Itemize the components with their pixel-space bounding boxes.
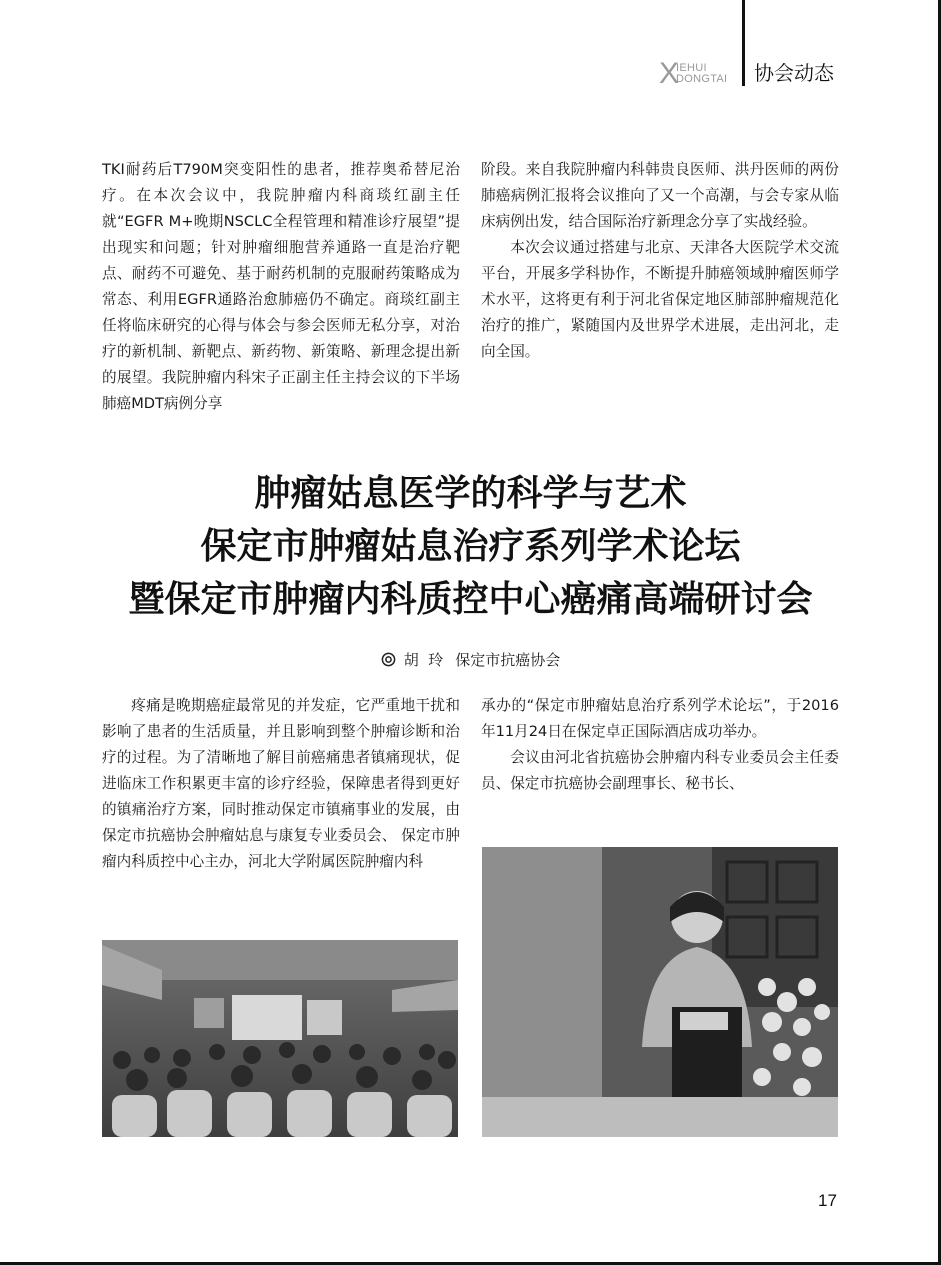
paragraph: 会议由河北省抗癌协会肿瘤内科专业委员会主任委员、保定市抗癌协会副理事长、秘书长、 [481,749,839,792]
logo-bottom-text: DONGTAI [676,73,728,85]
speaker-at-podium-photo [482,847,838,1137]
paragraph: 阶段。来自我院肿瘤内科韩贵良医师、洪丹医师的两份肺癌病例汇报将会议推向了又一个高潮，与会专家从临床病例出发，结合国际治疗新理念分享了实战经验。 [481,161,839,230]
article-title-line-2: 保定市肿瘤姑息治疗系列学术论坛 [200,525,741,567]
paragraph: TKI耐药后T790M突变阳性的患者，推荐奥希替尼治疗。在本次会议中，我院肿瘤内科商琰红副主任就“EGFR M+晚期NSCLC全程管理和精准诊疗展望”提出现实和问题；针对肿瘤细胞营养通路一直是治疗靶点、耐药不可避免、基于耐药机制的克服耐药策略成为常态、利用EGFR通路治愈肺癌仍不确定。商琰红副主任将临床研究的心得与体会与参会医师无私分享，对治疗的新机制、新靶点、新药物、新策略、新理念提出新的展望。我院肿瘤内科宋子正副主任主持会议的下半场肺癌MDT病例分享 [102,161,460,412]
section-logo [659,58,737,88]
logo-letter: X [659,57,680,90]
author-name: 胡 玲 [403,651,444,669]
bullseye-icon [381,652,396,667]
byline [0,649,941,671]
logo-top-text: IEHUI [676,62,707,74]
conference-hall-illustration [102,940,458,1137]
speaker-illustration [482,847,838,1137]
article-right-column [481,693,839,797]
paragraph: 本次会议通过搭建与北京、天津各大医院学术交流平台，开展多学科协作，不断提升肺癌领域肿瘤医师学术水平，这将更有利于河北省保定地区肺部肿瘤规范化治疗的推广，紧随国内及世界学术进展，走出河北，走向全国。 [481,239,839,360]
page-number: 17 [818,1191,837,1210]
article-title-line-3: 暨保定市肿瘤内科质控中心癌痛高端研讨会 [128,578,813,620]
top-right-column [481,157,839,365]
section-title: 协会动态 [754,61,834,85]
top-left-column [102,157,460,417]
header-divider [742,0,745,86]
article-left-column [102,693,460,875]
author-affiliation: 保定市抗癌协会 [455,651,561,669]
paragraph: 承办的“保定市肿瘤姑息治疗系列学术论坛”，于2016年11月24日在保定卓正国际酒店成功举办。 [481,697,839,740]
article-title-line-1: 肿瘤姑息医学的科学与艺术 [254,472,687,514]
conference-hall-photo [102,940,458,1137]
paragraph: 疼痛是晚期癌症最常见的并发症，它严重地干扰和影响了患者的生活质量，并且影响到整个肿瘤诊断和治疗的过程。为了清晰地了解目前癌痛患者镇痛现状，促进临床工作积累更丰富的诊疗经验，保障患者得到更好的镇痛治疗方案，同时推动保定市镇痛事业的发展，由保定市抗癌协会肿瘤姑息与康复专业委员会、 保定市肿瘤内科质控中心主办，河北大学附属医院肿瘤内科 [102,697,460,870]
